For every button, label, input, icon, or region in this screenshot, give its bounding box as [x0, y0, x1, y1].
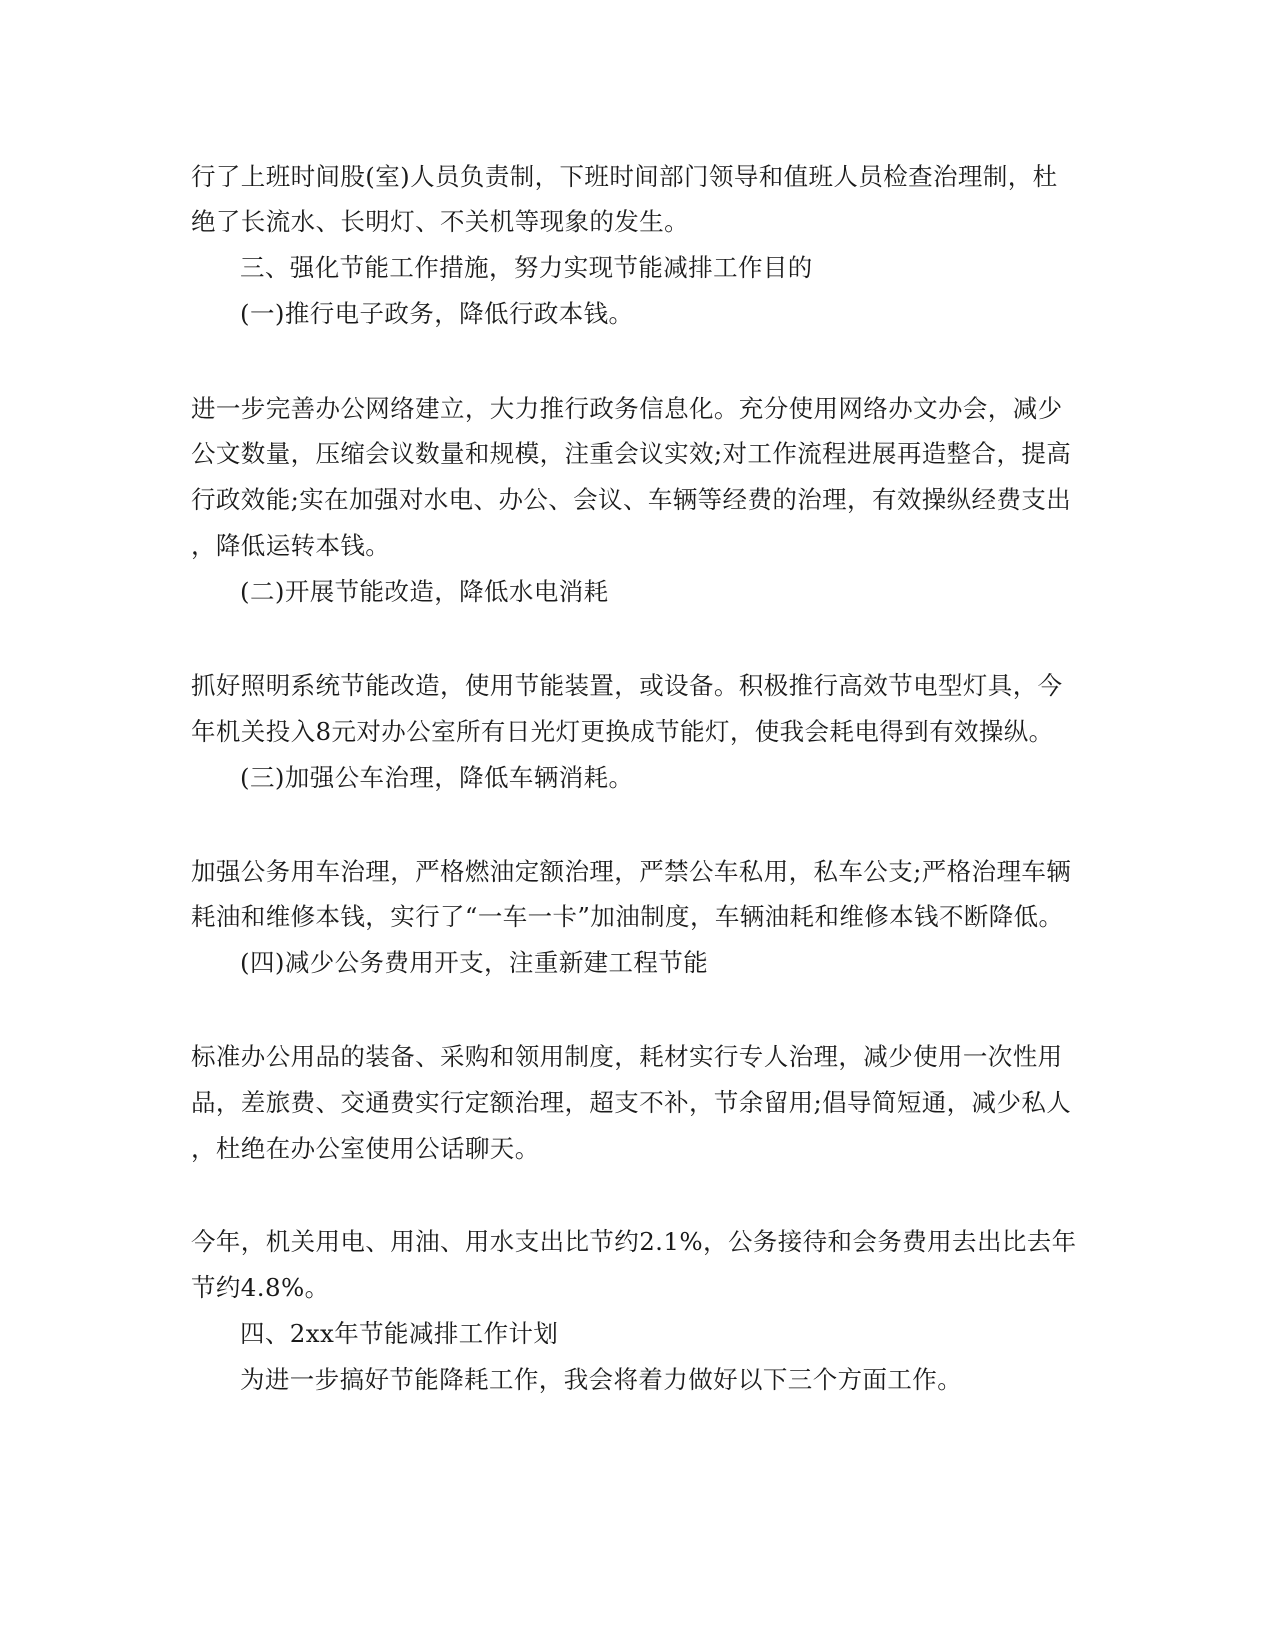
subsection-heading: (二)开展节能改造，降低水电消耗	[240, 577, 609, 606]
body-text-line: 进一步完善办公网络建立，大力推行政务信息化。充分使用网络办文办会，减少	[191, 394, 1063, 423]
body-text-line: 抓好照明系统节能改造，使用节能装置，或设备。积极推行高效节电型灯具，今	[191, 671, 1063, 700]
body-text-line: 品，差旅费、交通费实行定额治理，超支不补，节余留用;倡导简短通，减少私人	[191, 1088, 1072, 1117]
body-text-line: 今年，机关用电、用油、用水支出比节约2.1%，公务接待和会务费用去出比去年	[191, 1227, 1077, 1256]
body-text-line: 耗油和维修本钱，实行了“一车一卡”加油制度，车辆油耗和维修本钱不断降低。	[191, 902, 1064, 931]
body-text-line: 公文数量，压缩会议数量和规模，注重会议实效;对工作流程进展再造整合，提高	[191, 439, 1072, 468]
body-text-line: 节约4.8%。	[191, 1273, 330, 1302]
subsection-heading: (四)减少公务费用开支，注重新建工程节能	[240, 948, 709, 977]
body-text-line: 加强公务用车治理，严格燃油定额治理，严禁公车私用，私车公支;严格治理车辆	[191, 857, 1072, 886]
subsection-heading: (一)推行电子政务，降低行政本钱。	[240, 299, 634, 328]
section-heading: 四、2xx年节能减排工作计划	[240, 1319, 559, 1348]
body-text-line: 年机关投入8元对办公室所有日光灯更换成节能灯，使我会耗电得到有效操纵。	[191, 717, 1054, 746]
body-text-line: ，杜绝在办公室使用公话聊天。	[191, 1134, 540, 1163]
body-text-line: ，降低运转本钱。	[191, 531, 391, 560]
subsection-heading: (三)加强公车治理，降低车辆消耗。	[240, 763, 634, 792]
body-text-line: 标准办公用品的装备、采购和领用制度，耗材实行专人治理，减少使用一次性用	[191, 1042, 1063, 1071]
body-text-line: 行政效能;实在加强对水电、办公、会议、车辆等经费的治理，有效操纵经费支出	[191, 485, 1072, 514]
section-heading: 三、强化节能工作措施，努力实现节能减排工作目的	[240, 253, 813, 282]
body-text-line: 为进一步搞好节能降耗工作，我会将着力做好以下三个方面工作。	[240, 1365, 963, 1394]
body-text-line: 行了上班时间股(室)人员负责制，下班时间部门领导和值班人员检查治理制，杜	[191, 162, 1058, 191]
body-text-line: 绝了长流水、长明灯、不关机等现象的发生。	[191, 207, 689, 236]
